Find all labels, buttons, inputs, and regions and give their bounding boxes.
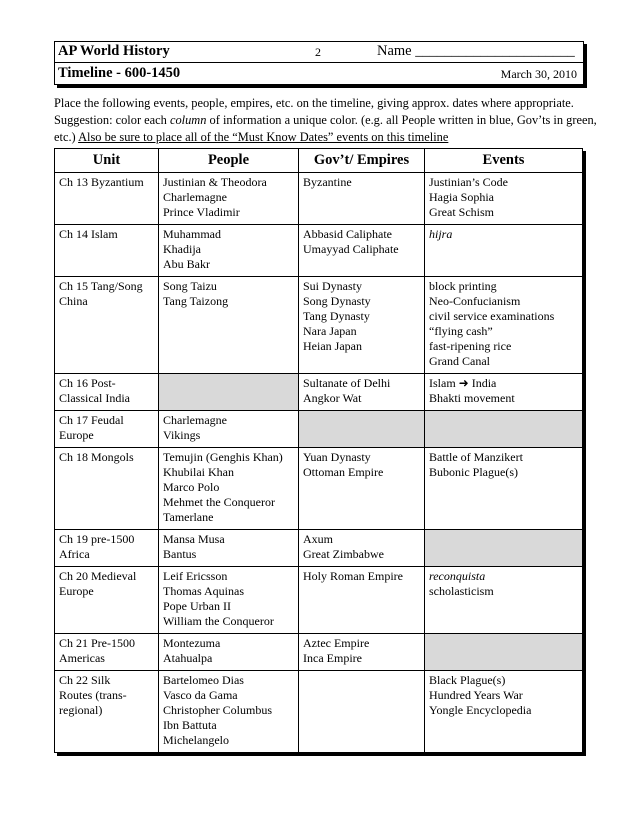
cell-govts — [299, 411, 425, 448]
people-entry: Tang Taizong — [163, 294, 229, 308]
unit-entry: Ch 18 Mongols — [59, 450, 134, 464]
unit-entry: Ch 14 Islam — [59, 227, 118, 241]
events-entry: Neo-Confucianism — [429, 294, 521, 308]
govts-entry: Axum — [303, 532, 333, 546]
govts-entry: Holy Roman Empire — [303, 569, 403, 583]
table-row — [55, 277, 583, 374]
cell-people — [159, 567, 299, 634]
timeline-title: Timeline - 600-1450 — [58, 65, 181, 81]
people-entry: Charlemagne — [163, 413, 227, 427]
course-title: AP World History — [58, 43, 170, 59]
people-entry: Marco Polo — [163, 480, 220, 494]
cell-people — [159, 530, 299, 567]
cell-govts — [299, 671, 425, 753]
govts-entry: Umayyad Caliphate — [303, 242, 399, 256]
header-events: Events — [425, 149, 583, 173]
unit-entry: Ch 15 Tang/Song — [59, 279, 143, 293]
cell-events — [425, 277, 583, 374]
table-row — [55, 634, 583, 671]
instructions-column-word: column — [169, 113, 207, 127]
people-entry: Abu Bakr — [163, 257, 210, 271]
people-entry: Vasco da Gama — [163, 688, 238, 702]
cell-govts — [299, 225, 425, 277]
cell-people — [159, 411, 299, 448]
people-entry: Pope Urban II — [163, 599, 231, 613]
govts-entry: Abbasid Caliphate — [303, 227, 392, 241]
govts-entry: Heian Japan — [303, 339, 362, 353]
events-entry: “flying cash” — [429, 324, 493, 338]
events-entry: Great Schism — [429, 205, 494, 219]
table-row — [55, 567, 583, 634]
people-entry: Michelangelo — [163, 733, 229, 747]
header-row-bottom — [55, 63, 583, 83]
people-entry: Thomas Aquinas — [163, 584, 244, 598]
cell-people — [159, 374, 299, 411]
cell-unit — [55, 411, 159, 448]
table-body — [55, 173, 583, 753]
unit-entry: regional) — [59, 703, 103, 717]
cell-people — [159, 448, 299, 530]
events-entry: reconquista — [429, 569, 486, 583]
unit-entry: Ch 17 Feudal — [59, 413, 124, 427]
cell-people — [159, 671, 299, 753]
name-field: Name ______________________ — [377, 43, 575, 59]
instructions — [54, 95, 599, 146]
events-entry: Hagia Sophia — [429, 190, 494, 204]
cell-events — [425, 374, 583, 411]
people-entry: Justinian & Theodora — [163, 175, 267, 189]
govts-entry: Tang Dynasty — [303, 309, 370, 323]
instructions-text: Place the following events, people, empires, etc. on the timeline, giving approx. dates where appropriate. Suggestion: color each — [54, 96, 574, 127]
events-entry: hijra — [429, 227, 453, 241]
unit-entry: Routes (trans- — [59, 688, 127, 702]
instructions-underlined: Also be sure to place all of the “Must Know Dates” events on this timeline — [78, 130, 449, 144]
unit-entry: Classical India — [59, 391, 130, 405]
govts-entry: Byzantine — [303, 175, 352, 189]
people-entry: Atahualpa — [163, 651, 213, 665]
events-entry: block printing — [429, 279, 497, 293]
people-entry: Charlemagne — [163, 190, 227, 204]
govts-entry: Angkor Wat — [303, 391, 362, 405]
events-entry: Bhakti movement — [429, 391, 515, 405]
events-entry: Bubonic Plague(s) — [429, 465, 518, 479]
header-box — [54, 41, 584, 85]
table-row — [55, 448, 583, 530]
cell-govts — [299, 448, 425, 530]
header-date: March 30, 2010 — [500, 67, 577, 81]
events-entry: Hundred Years War — [429, 688, 523, 702]
cell-govts — [299, 634, 425, 671]
table-row — [55, 411, 583, 448]
cell-events — [425, 671, 583, 753]
unit-entry: Americas — [59, 651, 105, 665]
people-entry: Montezuma — [163, 636, 221, 650]
cell-people — [159, 173, 299, 225]
cell-events — [425, 634, 583, 671]
govts-entry: Sui Dynasty — [303, 279, 363, 293]
cell-govts — [299, 567, 425, 634]
govts-entry: Song Dynasty — [303, 294, 371, 308]
table-header-row — [55, 149, 583, 173]
cell-events — [425, 530, 583, 567]
people-entry: Mehmet the Conqueror — [163, 495, 275, 509]
cell-unit — [55, 634, 159, 671]
people-entry: Mansa Musa — [163, 532, 225, 546]
govts-entry: Inca Empire — [303, 651, 362, 665]
cell-unit — [55, 567, 159, 634]
cell-people — [159, 277, 299, 374]
events-entry: Battle of Manzikert — [429, 450, 523, 464]
govts-entry: Sultanate of Delhi — [303, 376, 391, 390]
events-entry: Grand Canal — [429, 354, 490, 368]
events-entry: Yongle Encyclopedia — [429, 703, 532, 717]
people-entry: Leif Ericsson — [163, 569, 228, 583]
table-row — [55, 671, 583, 753]
people-entry: Song Taizu — [163, 279, 217, 293]
table-row — [55, 173, 583, 225]
events-entry: fast-ripening rice — [429, 339, 512, 353]
timeline-table — [54, 148, 583, 753]
header-row-top — [55, 42, 583, 63]
cell-events — [425, 173, 583, 225]
people-entry: Muhammad — [163, 227, 221, 241]
unit-entry: Ch 19 pre-1500 — [59, 532, 135, 546]
govts-entry: Aztec Empire — [303, 636, 370, 650]
govts-entry: Great Zimbabwe — [303, 547, 384, 561]
page-number: 2 — [315, 45, 321, 59]
people-entry: William the Conqueror — [163, 614, 274, 628]
unit-entry: Ch 20 Medieval — [59, 569, 137, 583]
cell-govts — [299, 277, 425, 374]
cell-people — [159, 225, 299, 277]
cell-events — [425, 225, 583, 277]
people-entry: Tamerlane — [163, 510, 214, 524]
govts-entry: Yuan Dynasty — [303, 450, 371, 464]
events-entry: Justinian’s Code — [429, 175, 509, 189]
people-entry: Bantus — [163, 547, 197, 561]
cell-unit — [55, 277, 159, 374]
cell-events — [425, 411, 583, 448]
unit-entry: Ch 13 Byzantium — [59, 175, 144, 189]
cell-unit — [55, 448, 159, 530]
cell-people — [159, 634, 299, 671]
cell-govts — [299, 173, 425, 225]
people-entry: Christopher Columbus — [163, 703, 273, 717]
cell-unit — [55, 225, 159, 277]
events-entry: Black Plague(s) — [429, 673, 506, 687]
cell-unit — [55, 671, 159, 753]
people-entry: Khubilai Khan — [163, 465, 234, 479]
unit-entry: Europe — [59, 428, 94, 442]
cell-unit — [55, 173, 159, 225]
people-entry: Khadija — [163, 242, 201, 256]
people-entry: Vikings — [163, 428, 201, 442]
table-row — [55, 374, 583, 411]
cell-unit — [55, 374, 159, 411]
events-entry: Islam ➜ India — [429, 376, 497, 390]
unit-entry: Europe — [59, 584, 94, 598]
table-row — [55, 530, 583, 567]
cell-events — [425, 448, 583, 530]
header-unit: Unit — [55, 149, 159, 173]
unit-entry: Ch 21 Pre-1500 — [59, 636, 135, 650]
instructions-text-2: of information a unique color. (e.g. all People written in blue, Gov’ts in green, etc.) — [54, 113, 597, 144]
header-govts: Gov’t/ Empires — [299, 149, 425, 173]
table-row — [55, 225, 583, 277]
cell-govts — [299, 530, 425, 567]
people-entry: Bartelomeo Dias — [163, 673, 244, 687]
govts-entry: Nara Japan — [303, 324, 357, 338]
cell-events — [425, 567, 583, 634]
people-entry: Temujin (Genghis Khan) — [163, 450, 283, 464]
header-people: People — [159, 149, 299, 173]
unit-entry: Africa — [59, 547, 90, 561]
people-entry: Prince Vladimir — [163, 205, 240, 219]
events-entry: civil service examinations — [429, 309, 555, 323]
people-entry: Ibn Battuta — [163, 718, 217, 732]
unit-entry: Ch 22 Silk — [59, 673, 111, 687]
cell-unit — [55, 530, 159, 567]
cell-govts — [299, 374, 425, 411]
govts-entry: Ottoman Empire — [303, 465, 384, 479]
unit-entry: China — [59, 294, 88, 308]
unit-entry: Ch 16 Post- — [59, 376, 116, 390]
events-entry: scholasticism — [429, 584, 494, 598]
